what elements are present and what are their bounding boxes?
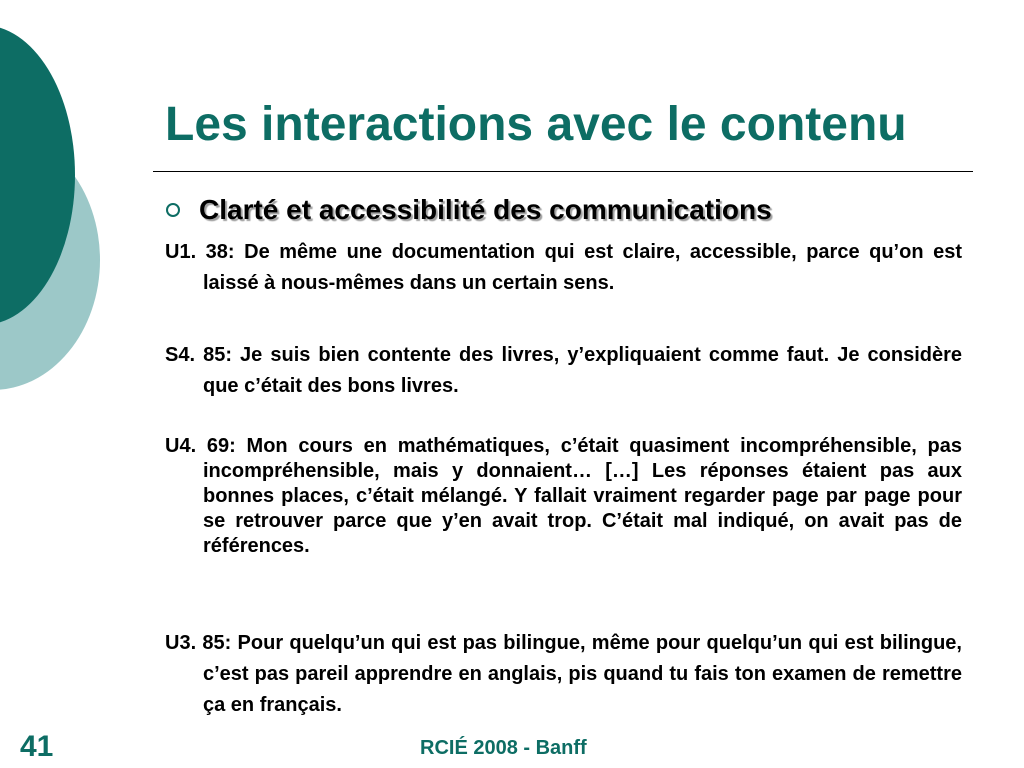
circle-bullet-icon	[166, 203, 180, 217]
quote-u3-85: U3. 85: Pour quelqu’un qui est pas bilingue, même pour quelqu’un qui est bilingue, c’est pas pareil apprendre en anglais, pis quand tu fais ton examen de remettre ça en français.	[165, 632, 962, 716]
subtitle-bullet	[165, 193, 772, 227]
quote-u1-38: U1. 38: De même une documentation qui est claire, accessible, parce qu’on est laissé à nous-mêmes dans un certain sens.	[165, 241, 962, 294]
quote-s4-85: S4. 85: Je suis bien contente des livres, y’expliquaient comme faut. Je considère que c’était des bons livres.	[165, 344, 962, 397]
slide-subtitle: Clarté et accessibilité des communications	[199, 194, 772, 225]
slide-number: 41	[20, 730, 54, 763]
quote-u4-69: U4. 69: Mon cours en mathématiques, c’était quasiment incompréhensible, pas incompréhensible, mais y donnaient… […] Les réponses étaient pas aux bonnes places, c’était mélangé. Y fallait vraiment regarder page par page pour se retrouver parce que y’en avait trop. C’était mal indiqué, on avait pas de références.	[165, 435, 962, 557]
slide-title: Les interactions avec le contenu	[165, 98, 907, 151]
footer-conference: RCIÉ 2008 - Banff	[420, 737, 587, 759]
title-divider	[153, 171, 973, 172]
